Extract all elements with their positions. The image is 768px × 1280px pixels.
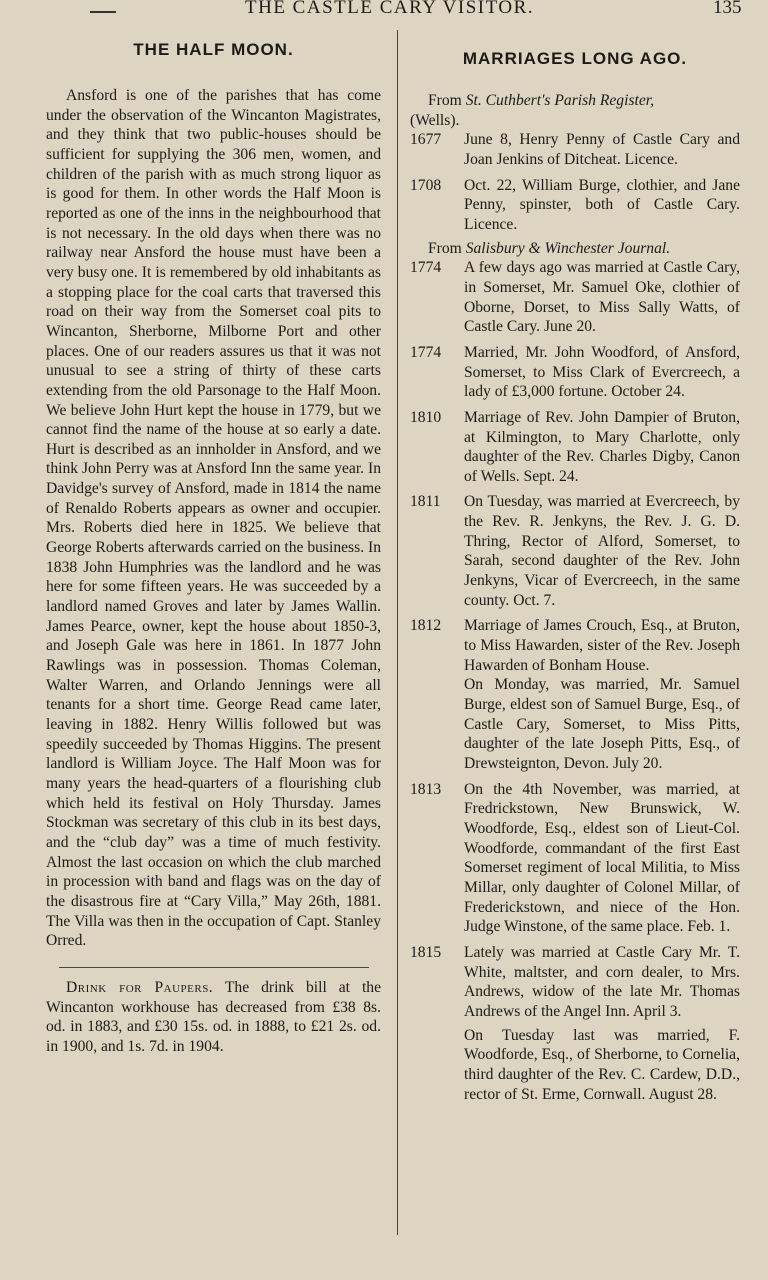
marriage-entry <box>410 943 740 1022</box>
marriage-entry-continued <box>410 1026 740 1105</box>
entry-year: 1811 <box>410 493 441 511</box>
marriage-entry <box>410 408 740 487</box>
entry-text: Oct. 22, William Burge, clothier, and Jane Penny, spinster, both of Castle Cary. Licence. <box>464 176 740 233</box>
entry-text: Married, Mr. John Woodford, of Ansford, Somerset, to Miss Clark of Evercreech, a lady of £3,000 fortune. October 24. <box>464 343 740 401</box>
entry-year: 1708 <box>410 176 442 194</box>
entry-text: On the 4th November, was married, at Fredrickstown, New Brunswick, W. Woodforde, Esq., eldest son of Lieut-Col. Woodforde, commandant of the first East Somerset regiment of local Militia, to Miss Millar, only daughter of Colonel Millar, of Frederickstown, and niece of the Hon. Judge Winstone, of the same place. Feb. 1. <box>464 780 740 936</box>
source-journal <box>410 239 740 259</box>
entry-year: 1813 <box>410 780 442 798</box>
article-title-half-moon: THE HALF MOON. <box>133 40 294 59</box>
marriage-entry <box>410 176 740 235</box>
entry-text: On Tuesday, was married at Evercreech, by the Rev. R. Jenkyns, the Rev. J. G. D. Thring, Rector of Alford, Somerset, to Sarah, second daughter of the Rev. John Jenkyns, Vicar of Evercreech, in the same county. Oct. 7. <box>464 493 740 609</box>
drink-for-paupers-note <box>46 978 381 1057</box>
source-name: St. Cuthbert's Parish Register, <box>465 92 655 109</box>
marriage-entry <box>410 258 740 337</box>
entry-year: 1815 <box>410 943 442 961</box>
entry-text: A few days ago was married at Castle Cary, in Somerset, Mr. Samuel Oke, clothier of Oborne, Dorset, to Miss Sally Watts, of Castle Cary. June 20. <box>464 259 740 336</box>
note-heading: Drink for Paupers. <box>66 978 214 996</box>
entry-text: Marriage of James Crouch, Esq., at Bruton, to Miss Hawarden, sister of the Rev. Joseph Hawarden of Bonham House. <box>464 617 740 674</box>
entry-year: 1677 <box>410 131 442 149</box>
section-rule <box>59 967 369 968</box>
column-divider <box>397 30 398 1235</box>
entry-year: 1810 <box>410 408 442 426</box>
source-prefix: From <box>428 239 462 257</box>
entry-year: 1812 <box>410 617 442 635</box>
page-number: 135 <box>713 0 742 18</box>
article-title-marriages: MARRIAGES LONG AGO. <box>462 49 688 68</box>
article-body-half-moon: Ansford is one of the parishes that has come under the observation of the Wincanton Magistrates, and they think that two public-houses should be sufficient for supplying the 306 men, women, and children of the parish with as much strong liquor as is good for them. In other words the Half Moon is reported as one of the inns in the neighbourhood that is not necessary. In the old days when there was no railway near Ansford the house must have been a very busy one. It is remembered by old inhabitants as a stopping place for the coal carts that traversed this road on their way from the Somerset coal pits to Wincanton, Sherborne, Milborne Port and other places. One of our readers assures us that it was not unusual to see a string of thirty of these carts extending from the old Parsonage to the Half Moon. We believe John Hurt kept the house in 1779, but we cannot find the name of the house at so early a date. Hurt is described as an innholder in Ansford, and we think John Perry was at Ansford Inn the same year. In Davidge's survey of Ansford, made in 1814 the name of Renaldo Roberts appears as owner and occupier. Mrs. Roberts died here in 1825. We believe that George Roberts afterwards carried on the business. In 1838 John Humphries was the landlord and he was here for some fifteen years. He was succeeded by a landlord named Groves and later by James Wallin. James Pearce, owner, kept the house about 1850-3, and Joseph Gale was here in 1861. In 1877 John Rawlings was in possession. Thomas Coleman, Walter Warren, and Orlando Jennings were all tenants for a short time. George Read came later, leaving in 1882. Henry Willis followed but was speedily succeeded by Thomas Higgins. The present landlord is William Joyce. The Half Moon was for many years the head-quarters of a flourishing club which held its festival on Holy Thursday. James Stockman was secretary of this club in its best days, and the “club day” was a time of much festivity. Almost the last occasion on which the club marched in procession with band and flags was on the day of the disastrous fire at “Cary Villa,” May 26th, 1881. The Villa was then in the occupation of Capt. Stanley Orred. <box>46 87 381 950</box>
entry-text: Marriage of Rev. John Dampier of Bruton, at Kilmington, to Mary Charlotte, only daughter of the Rev. Charles Digby, Canon of Wells. Sept. 24. <box>464 408 740 485</box>
page-header <box>0 0 768 26</box>
entry-text: On Monday, was married, Mr. Samuel Burge, eldest son of Samuel Burge, Esq., of Castle Cary, Somerset, to Miss Pitts, daughter of the late Joseph Pitts, Esq., of Drewsteignton, Devon. July 20. <box>464 676 740 772</box>
source-prefix: From <box>428 92 462 109</box>
entry-text: Lately was married at Castle Cary Mr. T. White, maltster, and corn dealer, to Mrs. Andrews, widow of the late Mr. Thomas Andrews of the Angel Inn. April 3. <box>464 943 740 1020</box>
note-text: The drink bill at the Wincanton workhouse has decreased from £38 8s. od. in 1883, and £30 15s. od. in 1888, to £21 2s. od. in 1900, and 1s. 7d. in 1904. <box>46 978 381 1055</box>
source-suffix: (Wells). <box>410 111 460 129</box>
marriage-entry <box>410 780 740 937</box>
entry-text: June 8, Henry Penny of Castle Cary and Joan Jenkins of Ditcheat. Licence. <box>464 131 740 168</box>
right-column <box>410 40 740 1104</box>
marriage-entry <box>410 616 740 675</box>
source-parish-register <box>410 91 740 130</box>
left-column <box>46 40 381 1057</box>
source-name: Salisbury & Winchester Journal. <box>465 239 671 257</box>
entry-year: 1774 <box>410 343 442 361</box>
marriage-entry <box>410 343 740 402</box>
marriage-entry <box>410 492 740 610</box>
running-title: THE CASTLE CARY VISITOR. <box>245 0 535 18</box>
marriage-entry <box>410 130 740 169</box>
entry-text: On Tuesday last was married, F. Woodforde, Esq., of Sherborne, to Cornelia, third daughter of the Rev. C. Cardew, D.D., rector of St. Erme, Cornwall. August 28. <box>464 1026 740 1103</box>
marriage-entry-continued <box>410 675 740 773</box>
header-rule <box>90 11 116 13</box>
entry-year: 1774 <box>410 259 442 277</box>
